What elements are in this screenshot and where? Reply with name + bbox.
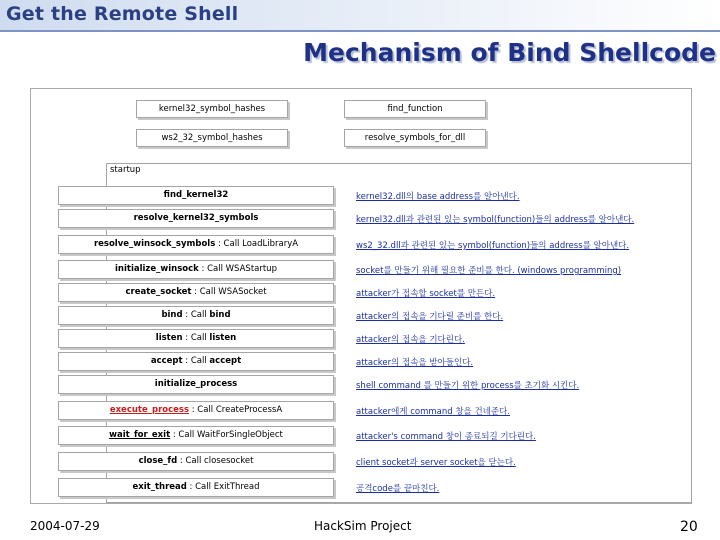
header-divider xyxy=(0,30,720,32)
function-box-close-fd xyxy=(58,452,334,471)
function-description: attacker's command 창이 종료되길 기다린다. xyxy=(356,432,536,442)
function-call: : Call ExitThread xyxy=(186,482,260,492)
function-name: execute_process xyxy=(109,405,190,415)
function-box-create-socket xyxy=(58,283,334,302)
function-name: accept xyxy=(150,356,183,366)
function-box-initialize-process xyxy=(58,375,334,394)
find-function-box: find_function xyxy=(344,100,486,118)
footer-date: 2004-07-29 xyxy=(30,519,100,533)
page-number: 20 xyxy=(680,519,698,535)
function-name: bind xyxy=(161,310,183,320)
function-description: attacker가 접속할 socket를 만든다. xyxy=(356,289,496,299)
function-box-listen xyxy=(58,329,334,348)
function-call: : Call LoadLibraryA xyxy=(215,239,299,249)
kernel32-hashes-box: kernel32_symbol_hashes xyxy=(136,100,288,118)
function-description: attacker의 접속을 기다릴 준비를 한다. xyxy=(356,312,504,322)
function-box-resolve-winsock-symbols xyxy=(58,235,334,254)
function-name: resolve_winsock_symbols xyxy=(93,239,216,249)
function-name: find_kernel32 xyxy=(163,190,229,200)
function-description: shell command 를 만들기 위한 process를 초기화 시킨다. xyxy=(356,381,580,391)
function-box-wait-for-exit xyxy=(58,426,334,445)
function-name: listen xyxy=(155,333,183,343)
function-name: exit_thread xyxy=(132,482,187,492)
footer-project: HackSim Project xyxy=(314,519,412,533)
header-title: Get the Remote Shell xyxy=(6,3,239,25)
function-call-target: bind xyxy=(209,310,231,320)
function-box-resolve-kernel32-symbols xyxy=(58,209,334,228)
function-call: : Call WSASocket xyxy=(191,287,267,297)
function-call: : Call xyxy=(182,333,210,343)
function-call: : Call WSAStartup xyxy=(198,264,277,274)
function-name: wait_for_exit xyxy=(109,430,171,440)
function-box-find-kernel32 xyxy=(58,186,334,205)
function-call: : Call CreateProcessA xyxy=(189,405,283,415)
function-description: attacker의 접속을 기다린다. xyxy=(356,335,465,345)
function-description: attacker의 접속을 받아들인다. xyxy=(356,358,474,368)
function-box-initialize-winsock xyxy=(58,260,334,279)
function-description: attacker에게 command 창을 건네준다. xyxy=(356,407,511,417)
function-call: : Call WaitForSingleObject xyxy=(170,430,283,440)
function-name: resolve_kernel32_symbols xyxy=(133,213,259,223)
startup-label: startup xyxy=(110,165,141,175)
function-call: : Call xyxy=(182,310,210,320)
function-description: socket를 만들기 위해 필요한 준비를 한다. (windows programming) xyxy=(356,266,622,276)
function-call-target: listen xyxy=(209,333,237,343)
function-box-accept xyxy=(58,352,334,371)
function-box-execute-process xyxy=(58,401,334,420)
function-name: initialize_winsock xyxy=(115,264,199,274)
function-call: : Call closesocket xyxy=(177,456,254,466)
ws2-32-hashes-box: ws2_32_symbol_hashes xyxy=(136,129,288,147)
function-name: initialize_process xyxy=(154,379,238,389)
function-box-bind xyxy=(58,306,334,325)
function-name: close_fd xyxy=(138,456,178,466)
slide-title: Mechanism of Bind Shellcode xyxy=(303,38,716,67)
function-description: kernel32.dll의 base address를 알아낸다. xyxy=(356,192,520,202)
function-description: ws2_32.dll과 관련된 있는 symbol(function)들의 address를 알아낸다. xyxy=(356,241,630,251)
resolve-symbols-box: resolve_symbols_for_dll xyxy=(344,129,486,147)
function-description: client socket과 server socket을 닫는다. xyxy=(356,458,516,468)
function-call: : Call xyxy=(182,356,210,366)
function-box-exit-thread xyxy=(58,478,334,497)
function-name: create_socket xyxy=(125,287,192,297)
function-call-target: accept xyxy=(209,356,242,366)
function-description: 공격code를 끝마친다. xyxy=(356,484,440,494)
function-description: kernel32.dll과 관련된 있는 symbol(function)들의 address를 알아낸다. xyxy=(356,215,635,225)
